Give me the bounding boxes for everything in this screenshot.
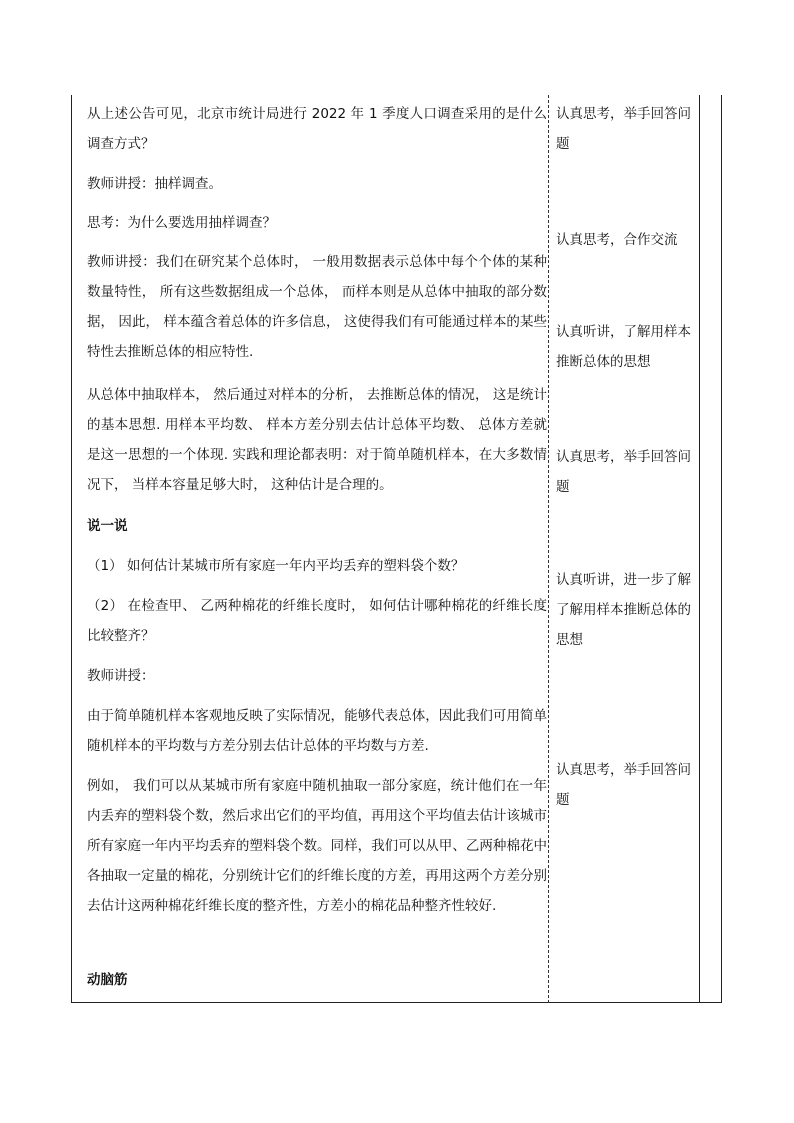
table-bottom-border — [71, 1002, 722, 1003]
paragraph-statistics-idea: 从总体中抽取样本， 然后通过对样本的分析， 去推断总体的情况， 这是统计的基本思想. 用样本平均数、 样本方差分别去估计总体平均数、 总体方差就是这一思想的一个体现. 实践和理论都表明：对于简单随机样本，在大多数情况下， 当样本容量足够大时， 这种估计是合理的。 — [87, 387, 547, 493]
paragraph-teacher-label: 教师讲授： — [87, 668, 155, 684]
table-right-border — [721, 95, 722, 1003]
activity-1: 认真思考，举手回答问题 — [556, 106, 691, 152]
paragraph-teacher-sampling: 教师讲授：抽样调查。 — [87, 176, 222, 192]
activity-2: 认真思考，合作交流 — [556, 232, 678, 248]
paragraph-random-sample: 由于简单随机样本客观地反映了实际情况，能够代表总体，因此我们可用简单随机样本的平均数与方差分别去估计总体的平均数与方差. — [87, 708, 547, 754]
question-2: （2） 在检查甲、 乙两种棉花的纤维长度时， 如何估计哪种棉花的纤维长度比较整齐？ — [87, 598, 547, 644]
heading-brainstorm: 动脑筋 — [87, 972, 128, 988]
paragraph-example: 例如， 我们可以从某城市所有家庭中随机抽取一部分家庭，统计他们在一年内丢弃的塑料袋个数，然后求出它们的平均值，再用这个平均值去估计该城市所有家庭一年内平均丢弃的塑料袋个数。同样，我们可以从甲、乙两种棉花中各抽取一定量的棉花，分别统计它们的纤维长度的方差，再用这两个方差分别去估计这两种棉花纤维长度的整齐性，方差小的棉花品种整齐性较好. — [87, 778, 547, 914]
paragraph-think-why: 思考：为什么要选用抽样调查？ — [87, 215, 276, 231]
paragraph-teacher-population: 教师讲授：我们在研究某个总体时， 一般用数据表示总体中每个个体的某种数量特性， 所有这些数据组成一个总体， 而样本则是从总体中抽取的部分数据， 因此， 样本蕴含着总体的许多信息， 这使得我们有可能通过样本的某些特性去推断总体的相应特性. — [87, 254, 547, 360]
activity-5: 认真听讲，进一步了解了解用样本推断总体的思想 — [556, 572, 691, 648]
activity-4: 认真思考，举手回答问题 — [556, 449, 691, 495]
table-inner-right-border — [699, 95, 700, 1003]
table-left-border — [71, 95, 72, 1003]
column-divider — [548, 95, 549, 1003]
heading-say: 说一说 — [87, 518, 128, 534]
lesson-table — [71, 95, 722, 1003]
paragraph-survey-question: 从上述公告可见，北京市统计局进行 2022 年 1 季度人口调查采用的是什么调查方式？ — [87, 106, 547, 152]
activity-3: 认真听讲，了解用样本推断总体的思想 — [556, 324, 691, 370]
question-1: （1） 如何估计某城市所有家庭一年内平均丢弃的塑料袋个数？ — [87, 558, 465, 574]
activity-6: 认真思考，举手回答问题 — [556, 762, 691, 808]
